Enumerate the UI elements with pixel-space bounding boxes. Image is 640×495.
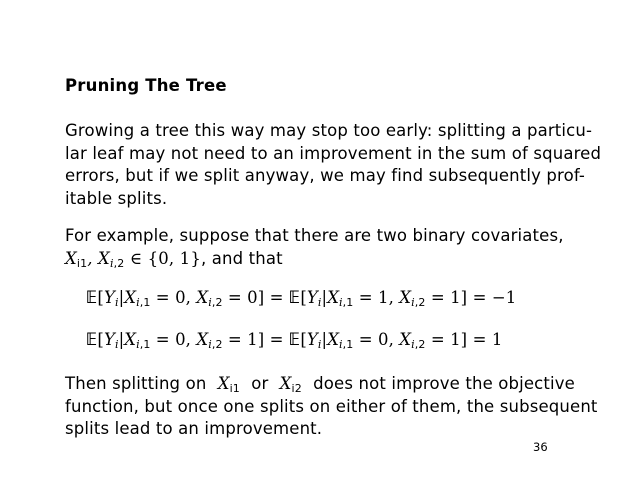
page-number: 36 bbox=[533, 440, 548, 454]
paragraph-line-math: $X_{i1}$, $X_{i,2}$ ∈ {0, 1}, and that bbox=[65, 248, 283, 270]
equation-1: $𝔼[Y_i|X_{i,1} = 0$, $X_{i,2} = 0$] = $𝔼[Y_i|X_{i,1} = 1$, $X_{i,2} = 1] = -1$ bbox=[86, 288, 517, 309]
paragraph-line: Growing a tree this way may stop too early: splitting a particu- bbox=[65, 121, 593, 140]
covariate-set-expression: $X_{i1}$, $X_{i,2}$ ∈ {0, 1} bbox=[65, 248, 201, 270]
equation-2: $𝔼[Y_i|X_{i,1} = 0$, $X_{i,2} = 1$] = $𝔼[Y_i|X_{i,1} = 0$, $X_{i,2} = 1] = 1$ bbox=[86, 330, 503, 351]
paragraph-line: For example, suppose that there are two binary covariates, bbox=[65, 226, 564, 245]
slide-title: Pruning The Tree bbox=[65, 76, 227, 95]
paragraph-example bbox=[65, 225, 575, 270]
covariate-xi2: $X_{i2}$ bbox=[279, 374, 302, 395]
paragraph-line: lar leaf may not need to an improvement in the sum of squared bbox=[65, 143, 602, 163]
paragraph-line: function, but once one splits on either of them, the subsequent bbox=[65, 396, 598, 416]
paragraph-line: itable splits. bbox=[65, 188, 168, 208]
paragraph-line-math: Then splitting on $X_{i1}$ or $X_{i2}$ does not improve the objective bbox=[65, 374, 575, 395]
paragraph-line: splits lead to an improvement. bbox=[65, 419, 323, 438]
paragraph-conclusion bbox=[65, 373, 598, 441]
covariate-xi1: $X_{i1}$ bbox=[217, 374, 240, 395]
paragraph-line: errors, but if we split anyway, we may find subsequently prof- bbox=[65, 166, 586, 185]
paragraph-intro bbox=[65, 120, 602, 210]
